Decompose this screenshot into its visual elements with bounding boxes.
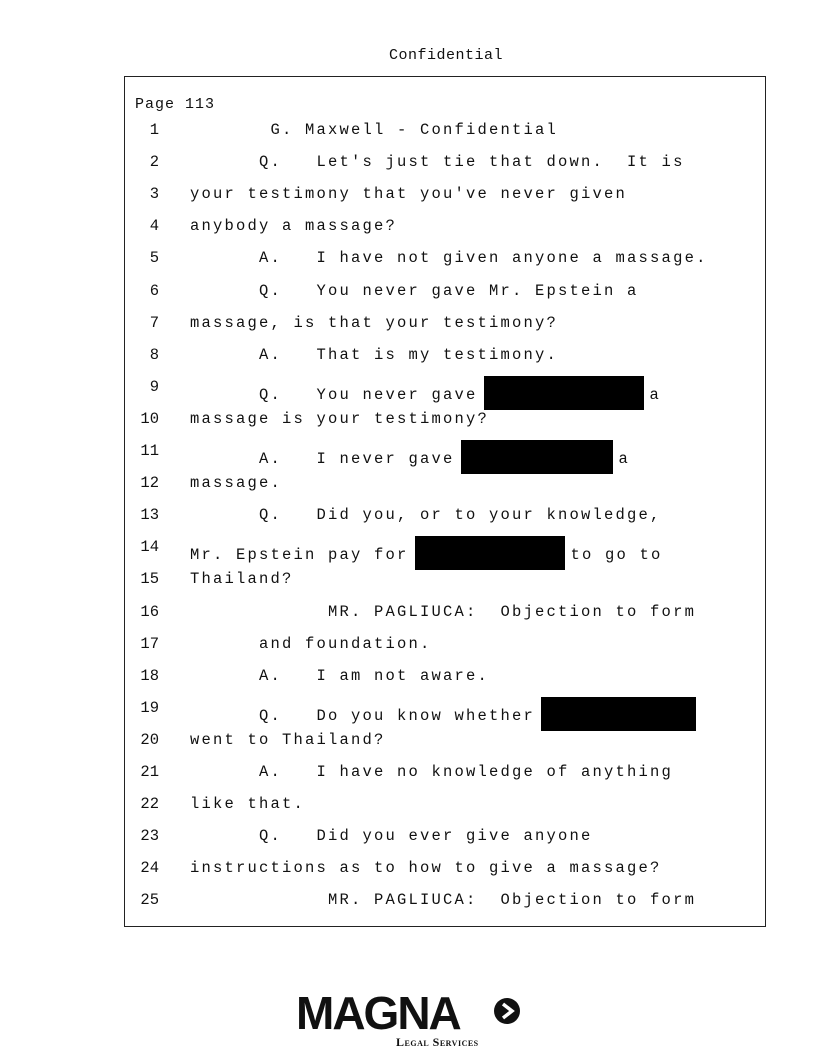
line-text-segment: Q. Do you know whether bbox=[190, 706, 536, 725]
transcript-line bbox=[125, 442, 765, 474]
line-text-segment: Q. Let's just tie that down. It is bbox=[190, 153, 685, 172]
line-text-segment: A. That is my testimony. bbox=[190, 345, 559, 364]
line-number: 25 bbox=[140, 891, 159, 910]
line-number: 15 bbox=[140, 570, 159, 589]
line-text-segment: and foundation. bbox=[190, 634, 432, 653]
line-text-segment: A. I am not aware. bbox=[190, 666, 490, 685]
line-text bbox=[190, 185, 627, 203]
line-text-segment: massage, is that your testimony? bbox=[190, 313, 559, 332]
line-number: 16 bbox=[140, 602, 159, 621]
line-text bbox=[190, 763, 673, 781]
line-number: 18 bbox=[140, 666, 159, 685]
line-number: 9 bbox=[149, 377, 159, 396]
transcript-line bbox=[125, 121, 765, 153]
redaction-block bbox=[541, 697, 696, 731]
transcript-line bbox=[125, 731, 765, 763]
line-number: 6 bbox=[149, 281, 159, 300]
transcript-line bbox=[125, 795, 765, 827]
line-text bbox=[190, 314, 558, 332]
line-text bbox=[190, 570, 294, 588]
line-number: 14 bbox=[140, 538, 159, 557]
line-text bbox=[190, 282, 639, 300]
line-number: 11 bbox=[140, 442, 159, 460]
line-number: 12 bbox=[140, 474, 159, 493]
line-text-segment: massage is your testimony? bbox=[190, 409, 490, 428]
line-text bbox=[190, 410, 489, 428]
transcript-line bbox=[125, 153, 765, 185]
confidential-header: Confidential bbox=[388, 47, 504, 64]
line-text bbox=[190, 538, 663, 572]
line-number: 21 bbox=[140, 763, 159, 781]
line-text-segment: MR. PAGLIUCA: Objection to form bbox=[190, 602, 697, 621]
transcript-line bbox=[125, 635, 765, 667]
line-number: 10 bbox=[140, 409, 159, 428]
line-text-segment: Q. Did you ever give anyone bbox=[190, 827, 593, 846]
line-text bbox=[190, 217, 397, 235]
transcript-line bbox=[125, 249, 765, 281]
transcript-line bbox=[125, 859, 765, 891]
arrow-circle-icon bbox=[493, 997, 521, 1025]
line-text bbox=[190, 859, 662, 877]
line-text bbox=[190, 378, 661, 412]
line-text bbox=[190, 474, 282, 492]
line-text-segment: Thailand? bbox=[190, 570, 294, 589]
line-number: 4 bbox=[149, 217, 159, 236]
page-number: Page 113 bbox=[135, 96, 216, 113]
line-text-segment: MR. PAGLIUCA: Objection to form bbox=[190, 891, 697, 910]
line-number: 1 bbox=[149, 121, 159, 139]
transcript-line bbox=[125, 538, 765, 570]
transcript-line bbox=[125, 217, 765, 249]
line-text bbox=[190, 827, 593, 845]
line-text bbox=[190, 731, 386, 749]
line-text-segment: to go to bbox=[570, 546, 663, 565]
line-text bbox=[190, 795, 305, 813]
line-text bbox=[190, 667, 489, 685]
line-text-segment: Mr. Epstein pay for bbox=[190, 546, 409, 565]
line-number: 2 bbox=[149, 153, 159, 172]
line-number: 7 bbox=[149, 313, 159, 332]
line-text-segment: instructions as to how to give a massage? bbox=[190, 859, 662, 878]
line-text-segment: anybody a massage? bbox=[190, 217, 398, 236]
line-text-segment: a bbox=[649, 385, 662, 404]
line-text bbox=[190, 506, 662, 524]
line-text-segment: A. I have not given anyone a massage. bbox=[190, 249, 708, 268]
line-text bbox=[190, 153, 685, 171]
transcript-line bbox=[125, 314, 765, 346]
line-text-segment: A. I have no knowledge of anything bbox=[190, 763, 674, 781]
line-text-segment: like that. bbox=[190, 795, 306, 814]
transcript-line bbox=[125, 667, 765, 699]
line-text bbox=[190, 699, 702, 733]
line-number: 5 bbox=[149, 249, 159, 268]
transcript-page bbox=[124, 76, 766, 927]
line-text-segment: went to Thailand? bbox=[190, 730, 386, 749]
line-text-segment: A. I never gave bbox=[190, 450, 455, 469]
line-text bbox=[190, 891, 696, 909]
line-number: 19 bbox=[140, 698, 159, 717]
line-text bbox=[190, 346, 558, 364]
transcript-line bbox=[125, 570, 765, 602]
line-number: 13 bbox=[140, 506, 159, 525]
line-text-segment: massage. bbox=[190, 474, 283, 493]
line-text-segment: a bbox=[618, 450, 631, 469]
redaction-block bbox=[461, 440, 613, 474]
line-text-segment: Q. You never gave Mr. Epstein a bbox=[190, 281, 639, 300]
transcript-line bbox=[125, 282, 765, 314]
line-number: 24 bbox=[140, 859, 159, 878]
transcript-line bbox=[125, 410, 765, 442]
line-text-segment: Q. Did you, or to your knowledge, bbox=[190, 506, 662, 525]
line-number: 23 bbox=[140, 827, 159, 846]
transcript-line bbox=[125, 185, 765, 217]
magna-logo bbox=[296, 987, 526, 1050]
line-number: 8 bbox=[149, 345, 159, 364]
transcript-line bbox=[125, 763, 765, 795]
transcript-line bbox=[125, 827, 765, 859]
transcript-line bbox=[125, 506, 765, 538]
transcript-line bbox=[125, 474, 765, 506]
transcript-line bbox=[125, 346, 765, 378]
logo-wordmark: MAGNA bbox=[296, 987, 460, 1039]
line-text bbox=[190, 635, 432, 653]
line-number: 3 bbox=[149, 185, 159, 204]
line-text bbox=[190, 249, 708, 267]
line-text bbox=[190, 442, 630, 476]
line-number: 22 bbox=[140, 795, 159, 814]
transcript-line bbox=[125, 891, 765, 923]
transcript-line bbox=[125, 378, 765, 410]
line-number: 20 bbox=[140, 730, 159, 749]
line-text bbox=[190, 121, 558, 139]
line-text-segment: G. Maxwell - Confidential bbox=[190, 121, 559, 139]
line-text-segment: your testimony that you've never given bbox=[190, 185, 628, 204]
logo-subtitle: Legal Services bbox=[396, 1035, 479, 1049]
line-text bbox=[190, 603, 696, 621]
line-number: 17 bbox=[140, 634, 159, 653]
redaction-block bbox=[484, 376, 644, 410]
transcript-line bbox=[125, 699, 765, 731]
redaction-block bbox=[415, 536, 565, 570]
transcript-line bbox=[125, 603, 765, 635]
line-text-segment: Q. You never gave bbox=[190, 385, 478, 404]
